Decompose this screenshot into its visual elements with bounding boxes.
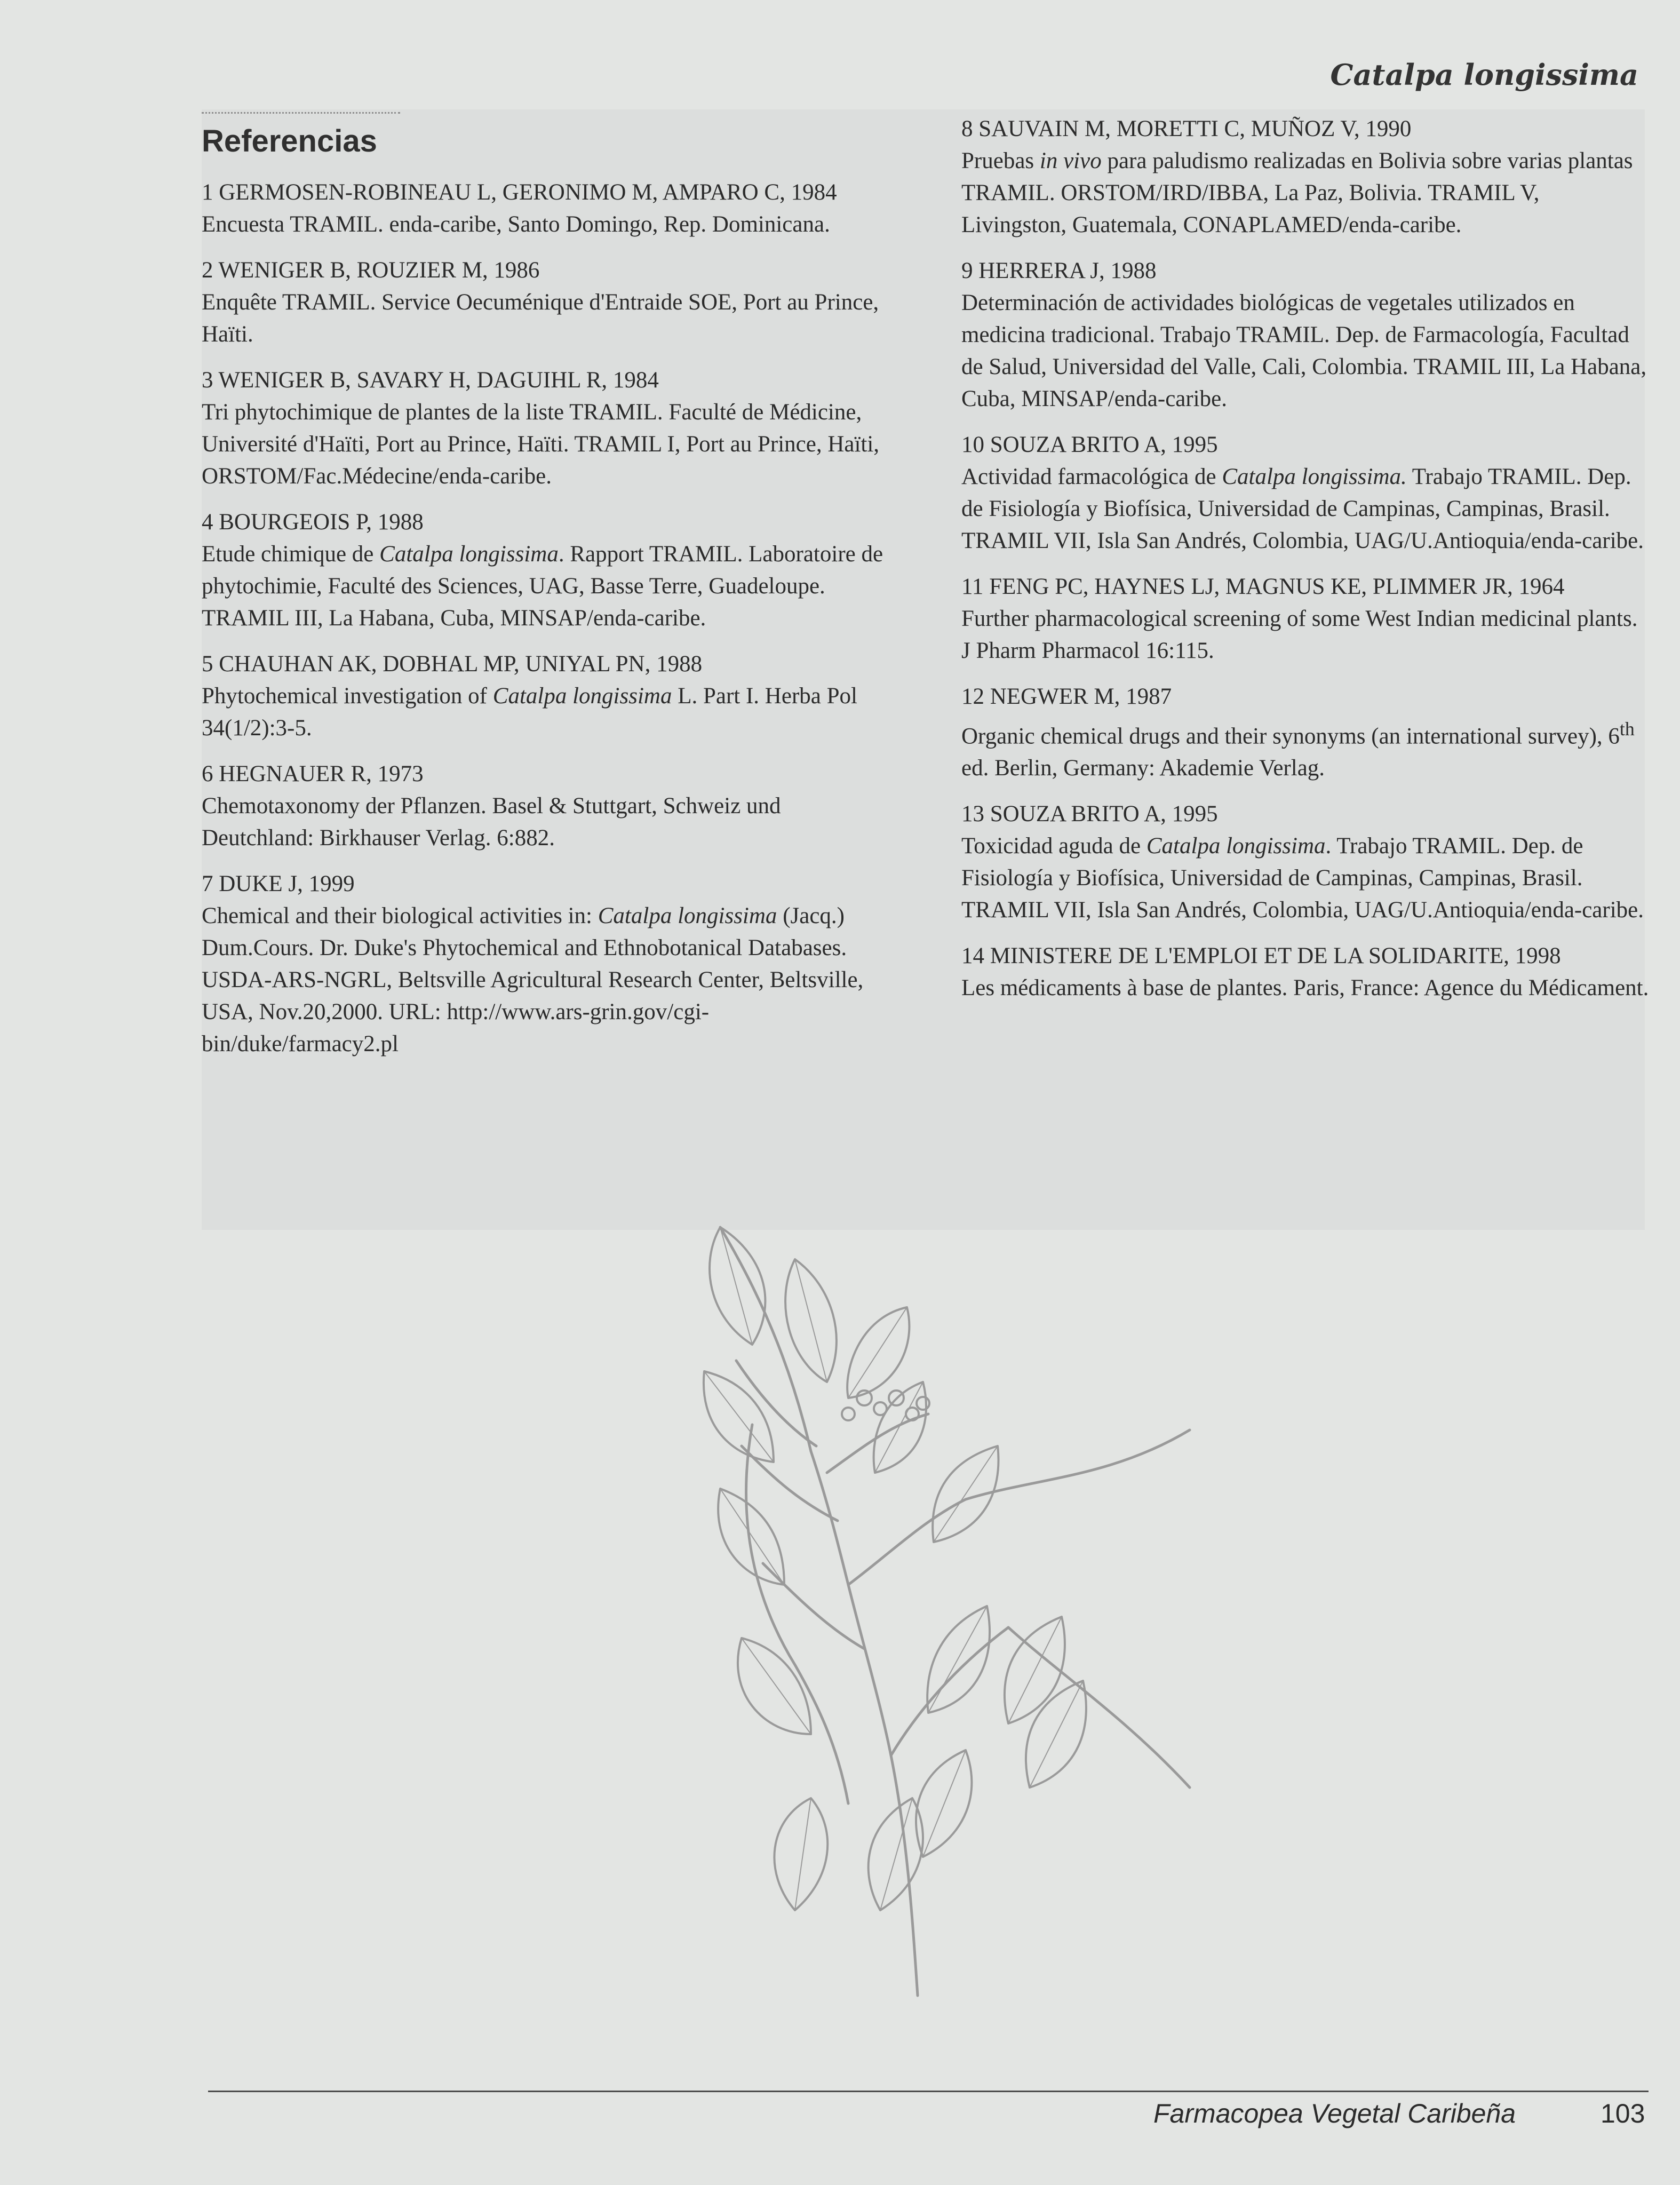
heading-rule <box>202 112 400 117</box>
footer-rule <box>208 2091 1649 2092</box>
reference-heading: 11 FENG PC, HAYNES LJ, MAGNUS KE, PLIMMER JR, 1964 <box>961 574 1565 599</box>
reference-body-part: Toxicidad aguda de <box>961 833 1146 859</box>
plant-illustration-icon <box>688 1222 1275 2006</box>
reference-body-part: Catalpa longissima <box>492 683 672 709</box>
reference-entry <box>961 255 1650 415</box>
reference-entry <box>961 113 1650 241</box>
reference-heading: 4 BOURGEOIS P, 1988 <box>202 509 424 535</box>
reference-body-part: in vivo <box>1039 148 1102 173</box>
reference-heading: 1 GERMOSEN-ROBINEAU L, GERONIMO M, AMPARO C, 1984 <box>202 179 837 205</box>
reference-body-part: Chemical and their biological activities in: <box>202 903 598 928</box>
reference-body-part: Catalpa longissima <box>1146 833 1326 859</box>
reference-body <box>961 713 1650 784</box>
reference-body-part: Actividad farmacológica de <box>961 464 1222 489</box>
reference-body-part: ed. Berlin, Germany: Akademie Verlag. <box>961 756 1325 781</box>
reference-body: Further pharmacological screening of some West Indian medicinal plants. J Pharm Pharmacol 16:115. <box>961 606 1638 663</box>
reference-heading: 8 SAUVAIN M, MORETTI C, MUÑOZ V, 1990 <box>961 116 1412 141</box>
reference-body-part: Catalpa longissima. <box>1222 464 1407 489</box>
reference-entry <box>961 940 1650 1004</box>
reference-entry <box>202 506 890 634</box>
reference-body-part: th <box>1619 718 1635 740</box>
reference-body-part: para paludismo realizadas en Bolivia sobre varias plantas TRAMIL. ORSTOM/IRD/IBBA, La Paz, Bolivia. TRAMIL V, Livingston, Guatemala, CONAPLAMED/enda-caribe. <box>961 148 1633 237</box>
reference-heading: 9 HERRERA J, 1988 <box>961 258 1157 283</box>
reference-entry <box>202 255 890 351</box>
reference-heading: 2 WENIGER B, ROUZIER M, 1986 <box>202 257 540 283</box>
reference-list-right <box>961 113 1650 1004</box>
reference-body <box>202 900 890 1060</box>
reference-entry <box>202 177 890 241</box>
reference-heading: 3 WENIGER B, SAVARY H, DAGUIHL R, 1984 <box>202 367 659 393</box>
reference-entry <box>961 429 1650 557</box>
reference-body <box>202 680 890 744</box>
reference-entry <box>961 798 1650 926</box>
reference-heading: 5 CHAUHAN AK, DOBHAL MP, UNIYAL PN, 1988 <box>202 651 703 677</box>
reference-entry <box>202 364 890 492</box>
reference-body-part: Phytochemical investigation of <box>202 683 493 709</box>
running-title: Catalpa longissima <box>1330 58 1638 92</box>
reference-body <box>961 145 1650 241</box>
reference-heading: 12 NEGWER M, 1987 <box>961 684 1172 709</box>
page-number: 103 <box>1601 2099 1645 2128</box>
reference-body <box>961 830 1650 926</box>
reference-heading: 10 SOUZA BRITO A, 1995 <box>961 432 1218 457</box>
reference-body-part: . Rapport TRAMIL. Laboratoire de phytochimie, Faculté des Sciences, UAG, Basse Terre, Guadeloupe. TRAMIL III, La Habana, Cuba, MINSAP/enda-caribe. <box>202 541 883 631</box>
reference-body <box>961 461 1650 557</box>
reference-heading: 14 MINISTERE DE L'EMPLOI ET DE LA SOLIDARITE, 1998 <box>961 943 1561 969</box>
footer-title: Farmacopea Vegetal Caribeña <box>1153 2099 1516 2128</box>
reference-body: Tri phytochimique de plantes de la liste TRAMIL. Faculté de Médicine, Université d'Haïti, Port au Prince, Haïti. TRAMIL I, Port au Prince, Haïti, ORSTOM/Fac.Médecine/enda-caribe. <box>202 399 880 489</box>
references-left-column <box>202 112 890 1074</box>
reference-body: Encuesta TRAMIL. enda-caribe, Santo Domingo, Rep. Dominicana. <box>202 211 830 237</box>
reference-body-part: Etude chimique de <box>202 541 380 567</box>
reference-body-part: Organic chemical drugs and their synonyms (an international survey), 6 <box>961 724 1620 749</box>
reference-body-part: . Trabajo TRAMIL. Dep. de Fisiología y Biofísica, Universidad de Campinas, Campinas, Brasil. TRAMIL VII, Isla San Andrés, Colombia, UAG/U.Antioquia/enda-caribe. <box>961 833 1644 923</box>
reference-body-part: Pruebas <box>961 148 1040 173</box>
reference-body-part: L. Part I. Herba Pol 34(1/2):3-5. <box>202 683 857 741</box>
reference-heading: 7 DUKE J, 1999 <box>202 871 355 896</box>
reference-entry <box>202 868 890 1060</box>
reference-body <box>202 538 890 634</box>
reference-entry <box>202 648 890 744</box>
reference-entry <box>961 571 1650 667</box>
reference-body: Les médicaments à base de plantes. Paris, France: Agence du Médicament. <box>961 975 1649 1001</box>
reference-body-part: Catalpa longissima <box>379 541 559 567</box>
reference-body-part: (Jacq.) Dum.Cours. Dr. Duke's Phytochemical and Ethnobotanical Databases. USDA-ARS-NGRL, Beltsville Agricultural Research Center, Beltsville, USA, Nov.20,2000. URL: http://www.ars-grin.gov/cgi-bin/duke/farmacy2.pl <box>202 903 864 1056</box>
reference-entry <box>961 681 1650 784</box>
reference-body: Chemotaxonomy der Pflanzen. Basel & Stuttgart, Schweiz und Deutchland: Birkhauser Verlag. 6:882. <box>202 793 781 851</box>
reference-body: Enquête TRAMIL. Service Oecuménique d'Entraide SOE, Port au Prince, Haïti. <box>202 289 879 347</box>
reference-heading: 6 HEGNAUER R, 1973 <box>202 761 424 786</box>
reference-body-part: Catalpa longissima <box>598 903 777 928</box>
reference-list-left <box>202 177 890 1060</box>
references-right-column <box>961 113 1650 1018</box>
reference-heading: 13 SOUZA BRITO A, 1995 <box>961 801 1218 827</box>
section-heading: Referencias <box>202 124 377 158</box>
reference-body: Determinación de actividades biológicas de vegetales utilizados en medicina tradicional. Trabajo TRAMIL. Dep. de Farmacología, Facultad de Salud, Universidad del Valle, Cali, Colombia. TRAMIL III, La Habana, Cuba, MINSAP/enda-caribe. <box>961 290 1647 411</box>
reference-body-part: Trabajo TRAMIL. Dep. de Fisiología y Biofísica, Universidad de Campinas, Campinas, Brasil. TRAMIL VII, Isla San Andrés, Colombia, UAG/U.Antioquia/enda-caribe. <box>961 464 1644 553</box>
reference-entry <box>202 758 890 854</box>
